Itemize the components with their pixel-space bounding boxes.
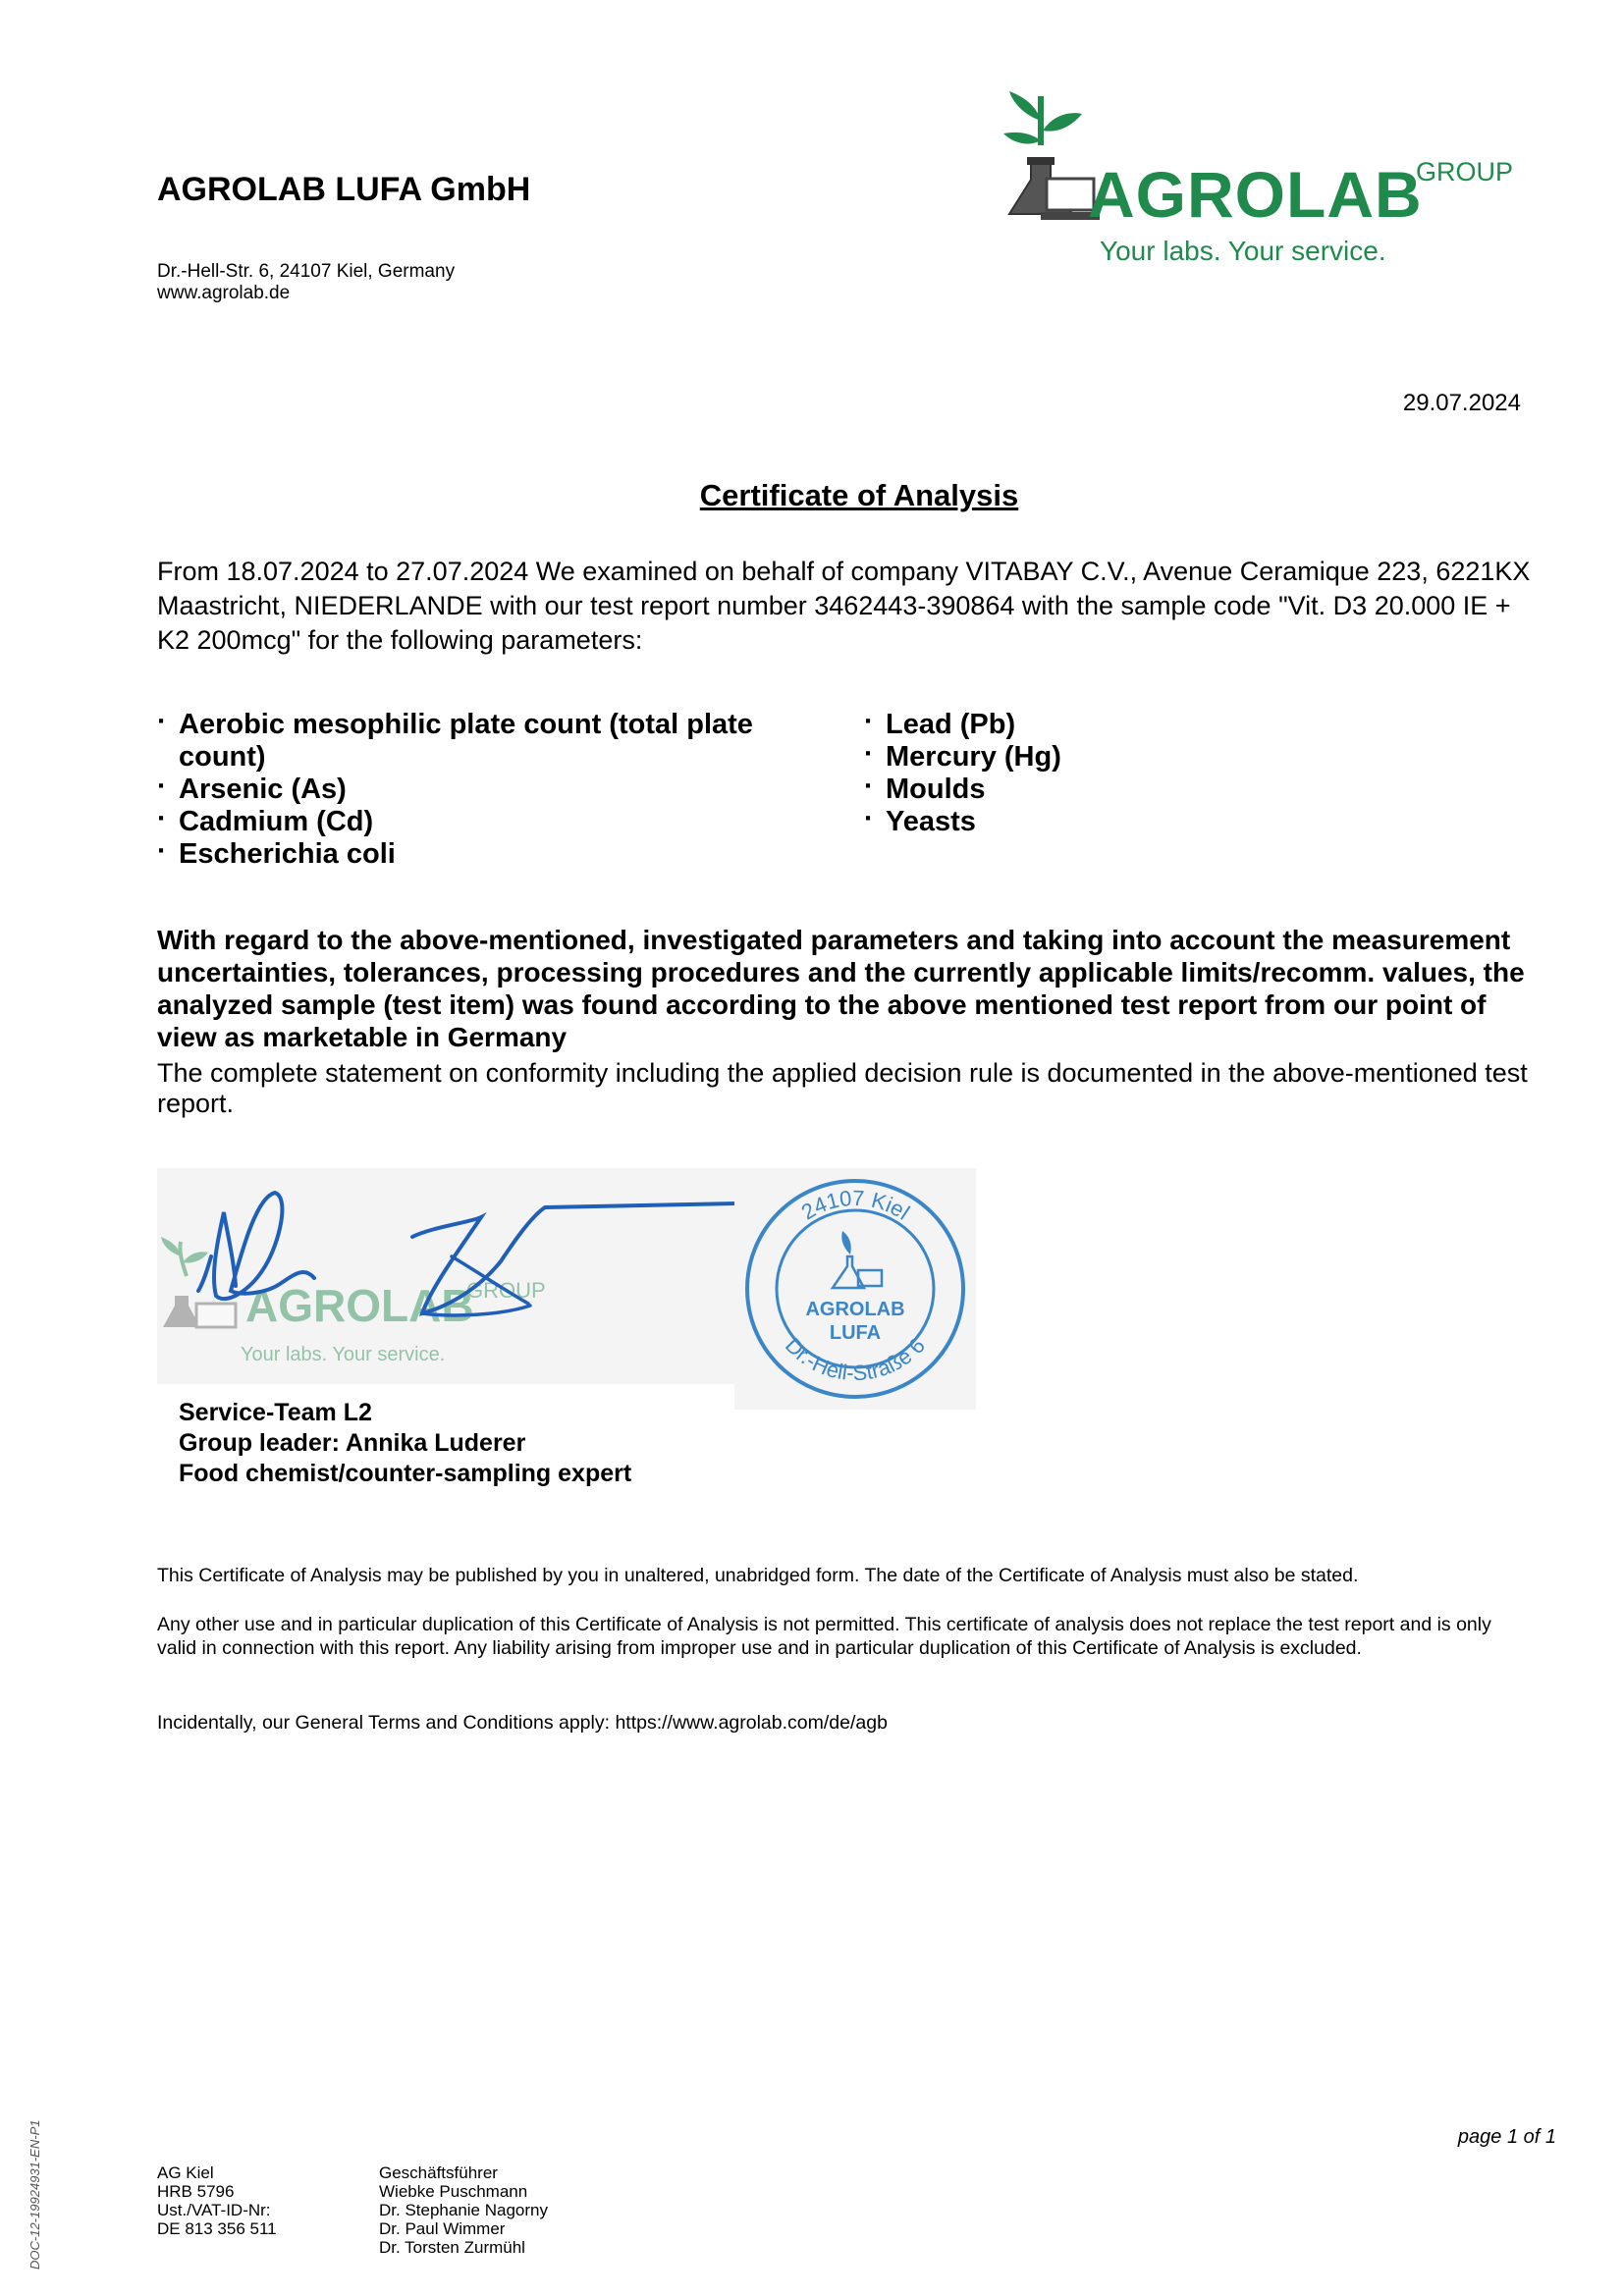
parameter-list-left — [157, 709, 805, 871]
stamp-bottom-text: Dr.-Hell-Straße 6 — [780, 1332, 931, 1386]
footer-line: Dr. Stephanie Nagorny — [379, 2201, 548, 2219]
parameter-item: · Moulds — [864, 774, 1355, 806]
intro-paragraph: From 18.07.2024 to 27.07.2024 We examined on behalf of company VITABAY C.V., Avenue Ceramique 223, 6221KX Maastricht, NIEDERLANDE with our test report number 3462443-390864 with the sample code "Vit. D3 20.000 IE + K2 200mcg" for the following parameters: — [157, 557, 1531, 655]
footer-line: Dr. Paul Wimmer — [379, 2219, 506, 2238]
footnote-terms: Incidentally, our General Terms and Conditions apply: https://www.agrolab.com/de/agb — [157, 1712, 888, 1734]
handwritten-signature — [157, 1168, 736, 1384]
stamp-center-line1: AGROLAB — [805, 1299, 905, 1320]
footnote-duplication: Any other use and in particular duplication of this Certificate of Analysis is not permitted. This certificate of analysis does not replace the test report and is only valid in connection with this report. Any liability arising from improper use and in particular duplication of this Certificate of Analysis is excluded. — [157, 1614, 1491, 1659]
footer-line: Geschäftsführer — [379, 2163, 498, 2182]
logo-group-label: GROUP — [1416, 157, 1514, 187]
conclusion-statement: With regard to the above-mentioned, investigated parameters and taking into account the measurement uncertainties, tolerances, processing procedures and the currently applicable limits/recomm. values, the analyzed sample (test item) was found according to the above mentioned test report from our point of view as marketable in Germany — [157, 925, 1525, 1052]
conformity-note: The complete statement on conformity including the applied decision rule is documented in the above-mentioned test report. — [157, 1058, 1528, 1118]
signature-area — [157, 1168, 736, 1384]
page-number: page 1 of 1 — [1457, 2126, 1556, 2148]
footer-line: DE 813 356 511 — [157, 2219, 277, 2238]
signer-team: Service-Team L2 — [179, 1399, 372, 1426]
svg-text:AGROLAB: AGROLAB — [245, 1280, 474, 1331]
svg-text:GROUP: GROUP — [466, 1278, 546, 1303]
parameter-list-right — [864, 709, 1355, 838]
signer-leader: Group leader: Annika Luderer — [179, 1429, 526, 1457]
parameter-item: · Yeasts — [864, 806, 1355, 838]
signer-role: Food chemist/counter-sampling expert — [179, 1460, 632, 1487]
parameter-item: · Cadmium (Cd) — [157, 806, 805, 838]
footer-registration — [157, 2163, 277, 2238]
document-code: DOC-12-19924931-EN-P1 — [27, 2119, 42, 2269]
footnote-publication: This Certificate of Analysis may be published by you in unaltered, unabridged form. The date of the Certificate of Analysis must also be stated. — [157, 1565, 1359, 1586]
stamp-center-line2: LUFA — [829, 1322, 882, 1344]
footer-line: HRB 5796 — [157, 2182, 235, 2201]
footer-line: Wiebke Puschmann — [379, 2182, 528, 2201]
footer-line: Dr. Torsten Zurmühl — [379, 2238, 525, 2257]
parameter-item: · Escherichia coli — [157, 838, 805, 871]
logo-tagline: Your labs. Your service. — [1100, 236, 1386, 266]
company-name: AGROLAB LUFA GmbH — [157, 171, 531, 208]
document-title: Certificate of Analysis — [699, 478, 1019, 512]
lab-stamp — [734, 1168, 976, 1410]
document-date: 29.07.2024 — [1402, 390, 1521, 416]
footer-line: AG Kiel — [157, 2163, 214, 2182]
address-street: Dr.-Hell-Str. 6, 24107 Kiel, Germany — [157, 261, 456, 282]
svg-text:Your labs. Your service.: Your labs. Your service. — [241, 1344, 446, 1365]
parameter-item: · Lead (Pb) — [864, 709, 1355, 741]
signer-block — [179, 1398, 631, 1489]
company-address — [157, 261, 455, 304]
footer-managing-directors — [379, 2163, 548, 2257]
parameter-item: · Aerobic mesophilic plate count (total plate count) — [157, 709, 805, 774]
logo-wordmark: AGROLAB — [1088, 158, 1423, 231]
stamp-top-text: 24107 Kiel — [796, 1185, 914, 1225]
parameter-item: · Mercury (Hg) — [864, 741, 1355, 774]
footer-line: Ust./VAT-ID-Nr: — [157, 2201, 271, 2219]
address-website: www.agrolab.de — [157, 283, 291, 303]
parameter-item: · Arsenic (As) — [157, 774, 805, 806]
